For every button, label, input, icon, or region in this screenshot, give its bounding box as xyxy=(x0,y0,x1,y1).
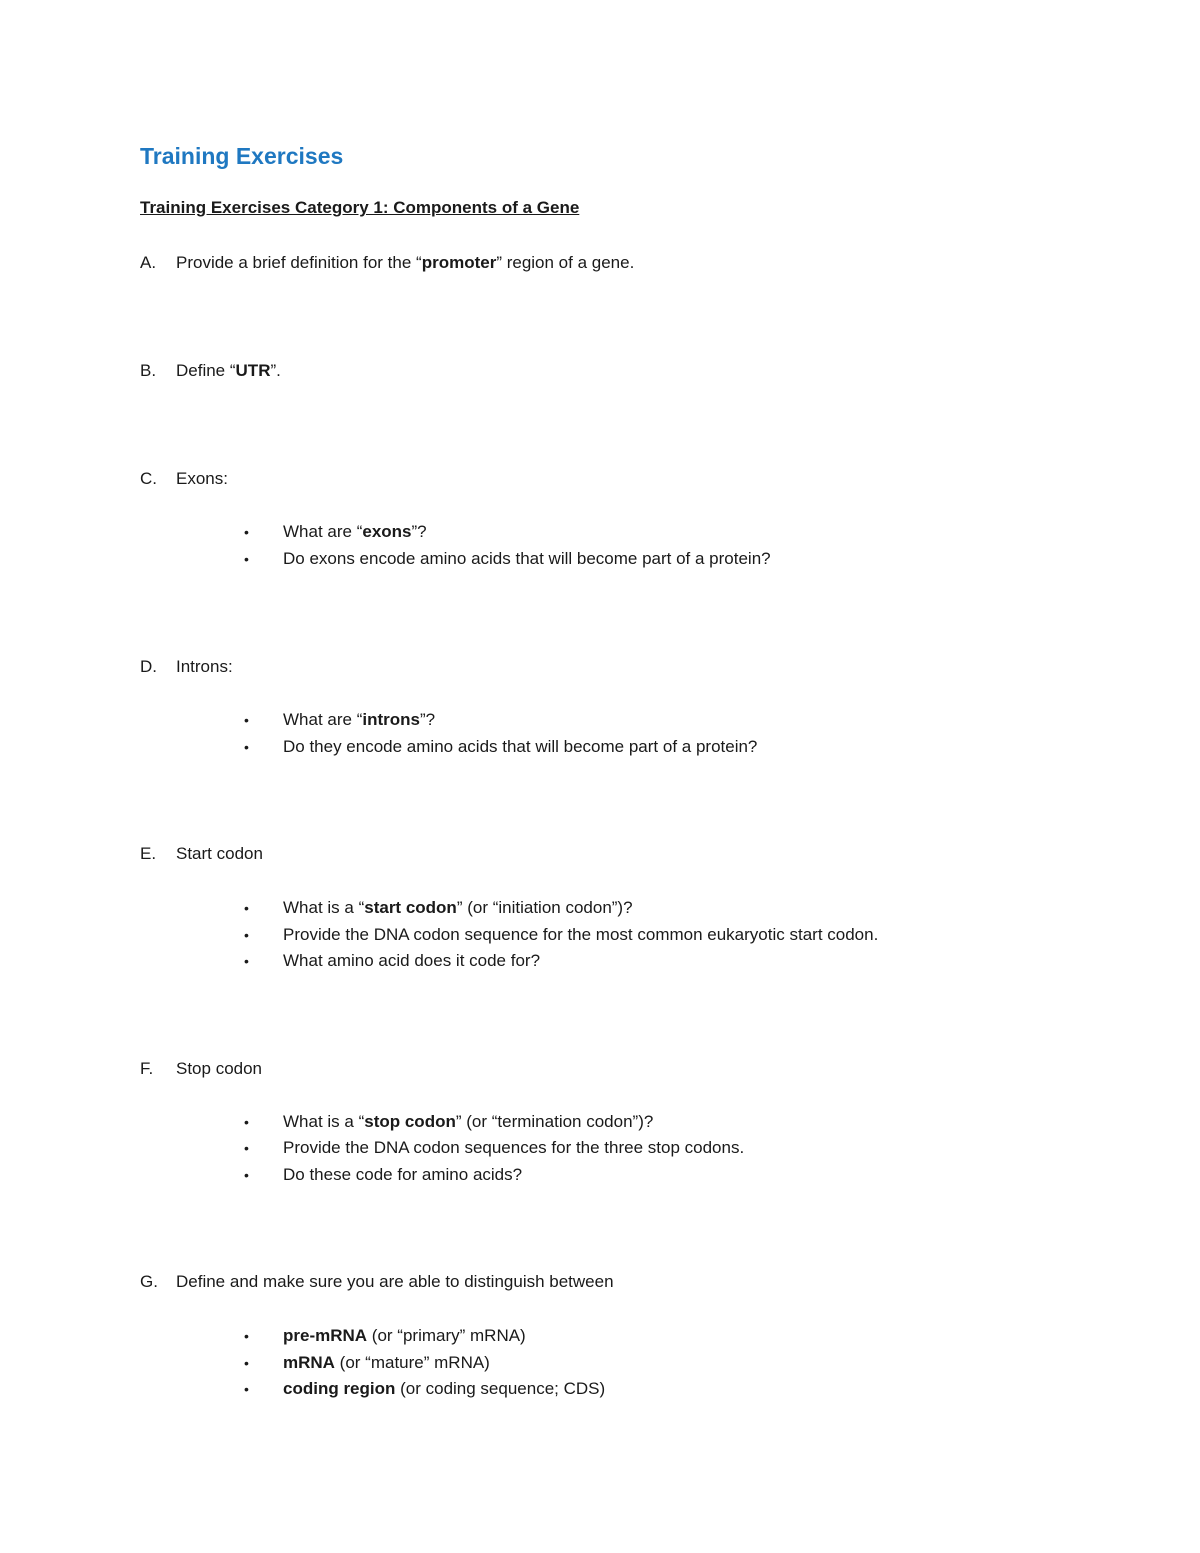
text-segment: What are “ xyxy=(283,710,363,729)
list-item xyxy=(244,736,757,758)
bold-term: promoter xyxy=(421,253,497,272)
text-segment: Do exons encode amino acids that will become part of a protein? xyxy=(283,549,771,568)
bold-term: introns xyxy=(362,710,420,729)
text-segment: Do these code for amino acids? xyxy=(283,1165,523,1184)
text-segment: Do they encode amino acids that will become part of a protein? xyxy=(283,737,758,756)
bold-term: start codon xyxy=(364,898,457,917)
list-item xyxy=(244,924,878,946)
question-letter: D. xyxy=(140,657,157,676)
question-letter: C. xyxy=(140,469,157,488)
question-e xyxy=(140,843,263,865)
question-b xyxy=(140,360,281,382)
bullet-icon: • xyxy=(244,1355,249,1371)
question-text: Introns: xyxy=(176,657,233,676)
question-text xyxy=(176,361,281,380)
bold-term: exons xyxy=(362,522,412,541)
list-item xyxy=(244,548,771,570)
bold-term: stop codon xyxy=(364,1112,456,1131)
text-segment: (or “primary” mRNA) xyxy=(367,1326,526,1345)
text-segment: (or “mature” mRNA) xyxy=(334,1353,490,1372)
question-letter: E. xyxy=(140,844,157,863)
bullet-icon: • xyxy=(244,712,249,728)
bullet-icon: • xyxy=(244,1328,249,1344)
page-title: Training Exercises xyxy=(140,143,344,169)
bold-term: pre-mRNA xyxy=(283,1326,368,1345)
text-segment: What amino acid does it code for? xyxy=(283,951,541,970)
question-letter: A. xyxy=(140,253,157,272)
question-f xyxy=(140,1058,262,1080)
question-g xyxy=(140,1271,614,1293)
bullet-icon: • xyxy=(244,1140,249,1156)
list-item xyxy=(244,1111,653,1133)
bullet-icon: • xyxy=(244,1114,249,1130)
bold-term: UTR xyxy=(235,361,271,380)
bullet-icon: • xyxy=(244,1381,249,1397)
bullet-icon: • xyxy=(244,739,249,755)
text-segment: Provide a brief definition for the “ xyxy=(176,253,422,272)
text-segment: ” (or “termination codon”)? xyxy=(455,1112,654,1131)
bullet-icon: • xyxy=(244,953,249,969)
bullet-icon: • xyxy=(244,1167,249,1183)
question-text: Start codon xyxy=(176,844,263,863)
text-segment: Define “ xyxy=(176,361,236,380)
question-a xyxy=(140,252,634,274)
question-letter: F. xyxy=(140,1059,154,1078)
bullet-icon: • xyxy=(244,927,249,943)
list-item xyxy=(244,1137,744,1159)
text-segment: ”. xyxy=(270,361,281,380)
text-segment: What are “ xyxy=(283,522,363,541)
text-segment: ”? xyxy=(419,710,436,729)
question-letter: B. xyxy=(140,361,157,380)
text-segment: ” region of a gene. xyxy=(496,253,635,272)
text-segment: ” (or “initiation codon”)? xyxy=(456,898,633,917)
bold-term: coding region xyxy=(283,1379,396,1398)
question-letter: G. xyxy=(140,1272,158,1291)
question-text: Exons: xyxy=(176,469,228,488)
list-item xyxy=(244,1352,490,1374)
question-text: Define and make sure you are able to distinguish between xyxy=(176,1272,614,1291)
question-d xyxy=(140,656,233,678)
list-item xyxy=(244,1378,605,1400)
bold-term: mRNA xyxy=(283,1353,335,1372)
text-segment: Provide the DNA codon sequence for the most common eukaryotic start codon. xyxy=(283,925,879,944)
text-segment: (or coding sequence; CDS) xyxy=(395,1379,606,1398)
bullet-icon: • xyxy=(244,900,249,916)
text-segment: ”? xyxy=(411,522,427,541)
text-segment: Provide the DNA codon sequences for the three stop codons. xyxy=(283,1138,745,1157)
text-segment: What is a “ xyxy=(283,1112,365,1131)
list-item xyxy=(244,950,540,972)
question-text xyxy=(176,253,634,272)
bullet-icon: • xyxy=(244,551,249,567)
list-item xyxy=(244,1164,522,1186)
list-item xyxy=(244,897,633,919)
bullet-icon: • xyxy=(244,524,249,540)
list-item xyxy=(244,1325,526,1347)
category-heading: Training Exercises Category 1: Components of a Gene xyxy=(140,198,580,217)
text-segment: What is a “ xyxy=(283,898,365,917)
question-c xyxy=(140,468,228,490)
list-item xyxy=(244,521,427,543)
question-text: Stop codon xyxy=(176,1059,263,1078)
list-item xyxy=(244,709,435,731)
